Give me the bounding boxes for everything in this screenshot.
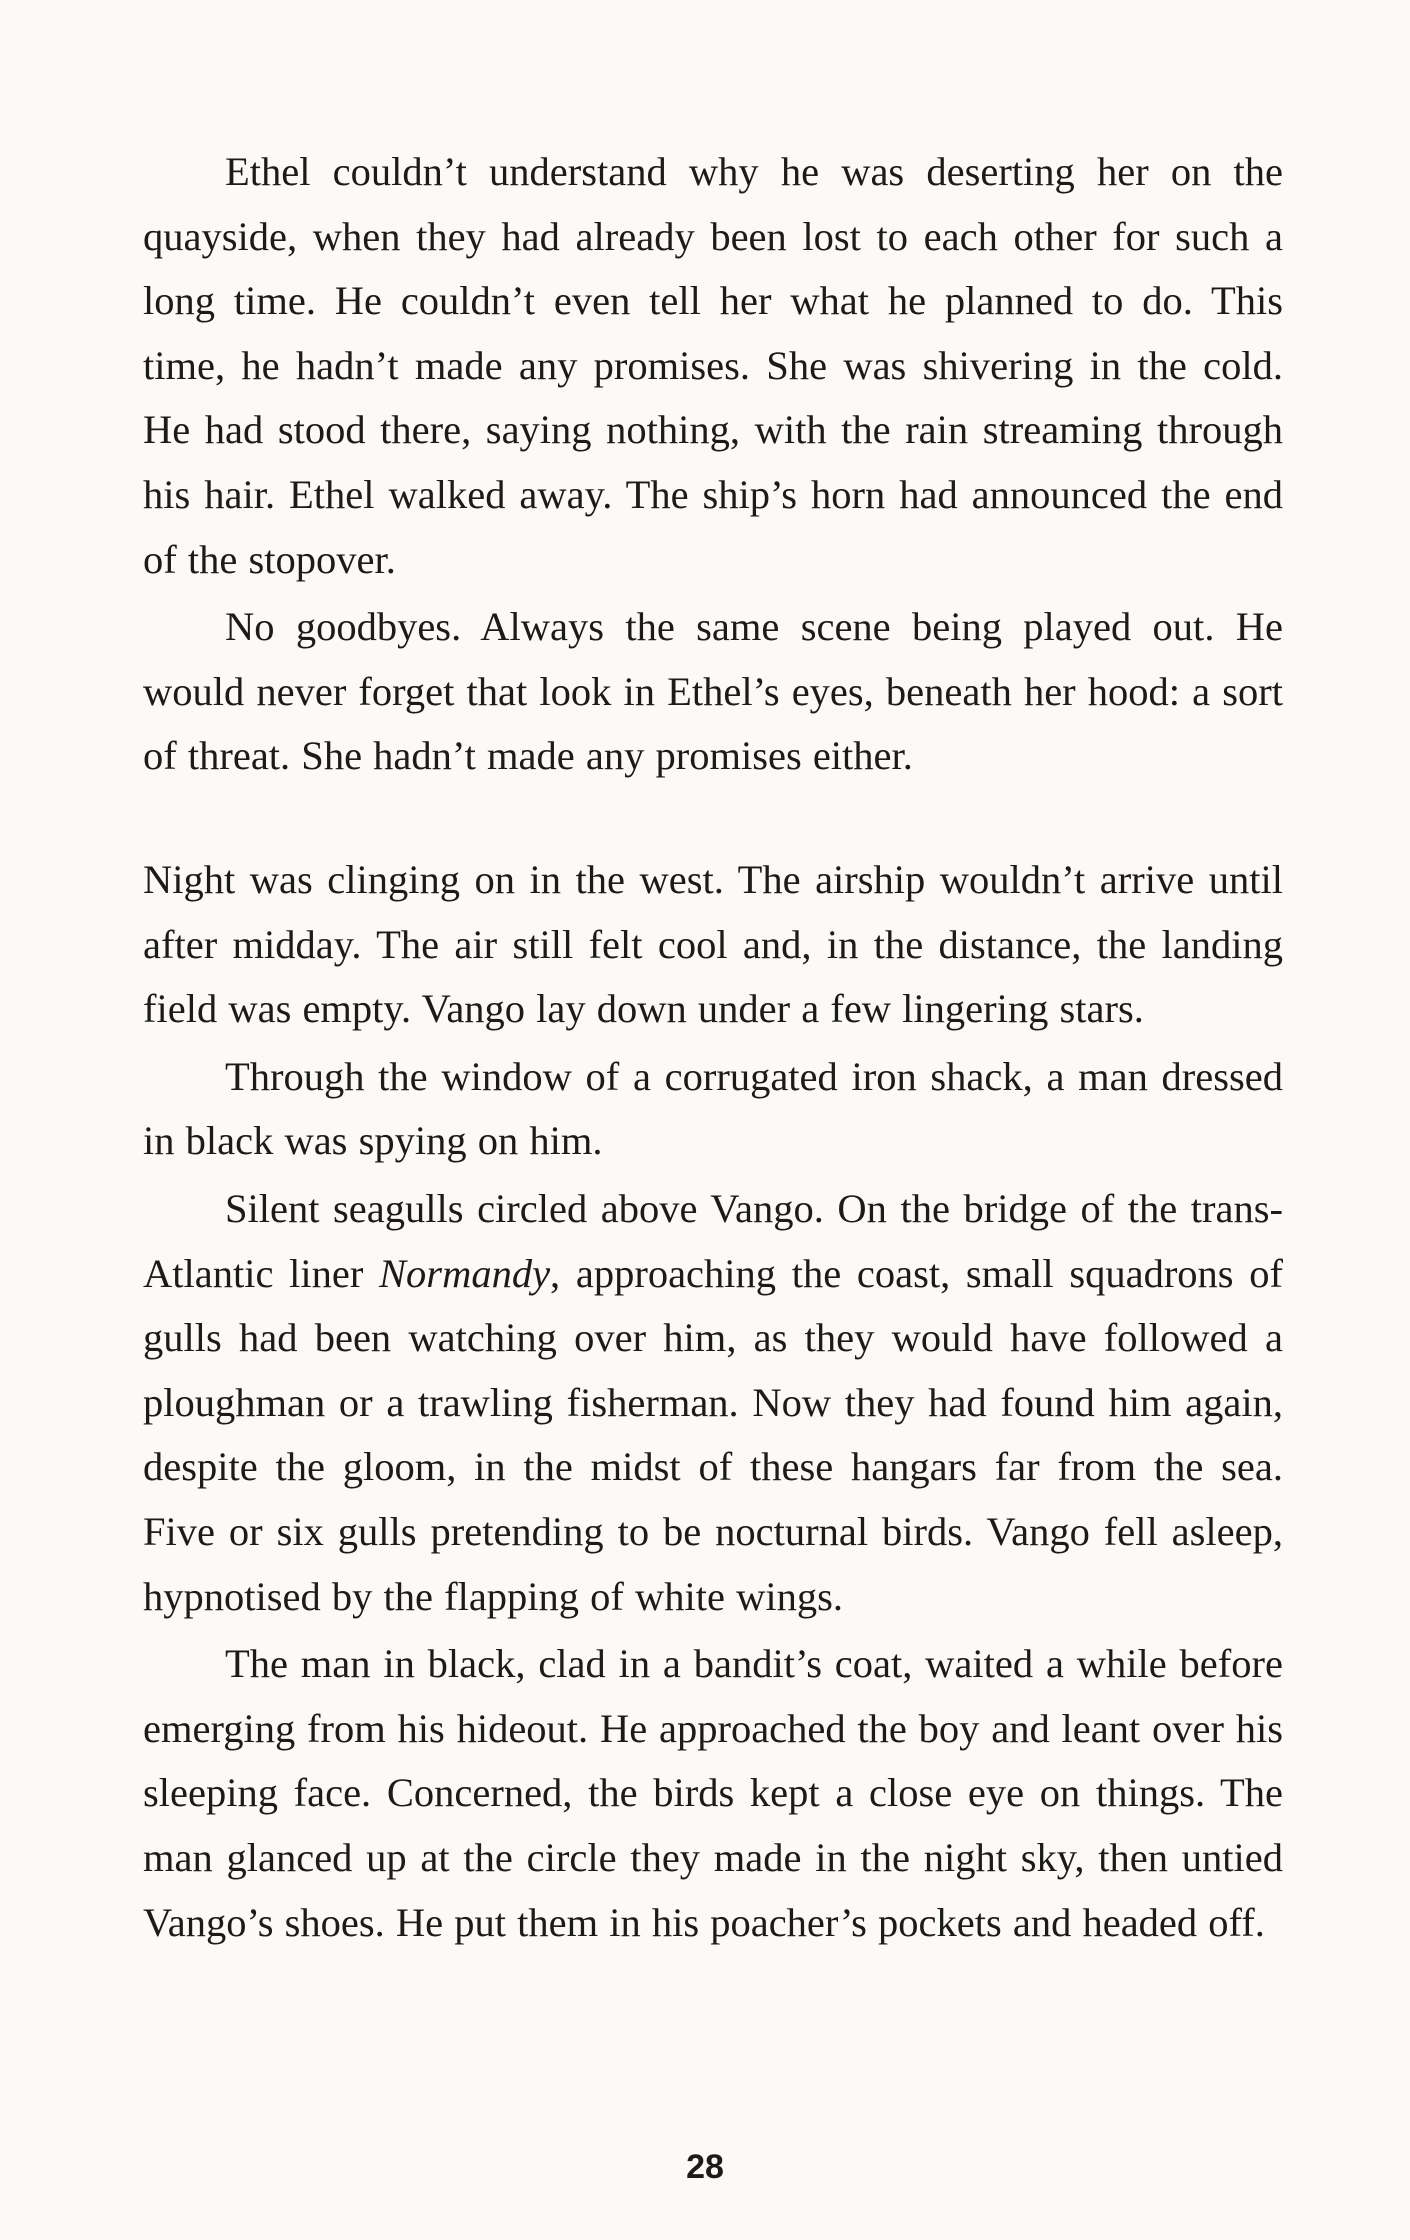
paragraph-text: , approaching the coast, small squadrons of gulls had been watching over him, as they would have followed a ploughman or a trawling fisherman. Now they had found him again, despite the gloom, in the midst of these hangars far from the sea. Five or six gulls pretending to be nocturnal birds. Vango fell asleep, hypnotised by the flapping of white wings.	[143, 1250, 1283, 1619]
paragraph: Ethel couldn’t understand why he was deserting her on the quayside, when they had already been lost to each other for such a long time. He couldn’t even tell her what he planned to do. This time, he hadn’t made any promises. She was shivering in the cold. He had stood there, saying nothing, with the rain streaming through his hair. Ethel walked away. The ship’s horn had announced the end of the stopover.	[143, 149, 1283, 582]
paragraph: No goodbyes. Always the same scene being played out. He would never forget that look in Ethel’s eyes, beneath her hood: a sort of threat. She hadn’t made any promises either.	[143, 604, 1283, 779]
paragraph: Night was clinging on in the west. The airship wouldn’t arrive until after midday. The air still felt cool and, in the distance, the landing field was empty. Vango lay down under a few lingering stars.	[143, 857, 1283, 1032]
page-number: 28	[686, 2148, 724, 2186]
paragraph: Through the window of a corrugated iron shack, a man dressed in black was spying on him.	[143, 1053, 1283, 1164]
text-section-quayside	[143, 140, 1283, 789]
paragraph: The man in black, clad in a bandit’s coat, waited a while before emerging from his hideout. He approached the boy and leant over his sleeping face. Concerned, the birds kept a close eye on things. The man glanced up at the circle they made in the night sky, then untied Vango’s shoes. He put them in his poacher’s pockets and headed off.	[143, 1641, 1283, 1945]
paragraph-text: Silent seagulls circled above Vango. On the bridge of the trans-Atlantic liner	[143, 1185, 1283, 1296]
ship-name: Normandy	[379, 1250, 551, 1296]
paragraph	[143, 1177, 1283, 1629]
text-section-landing-field	[143, 848, 1283, 1955]
